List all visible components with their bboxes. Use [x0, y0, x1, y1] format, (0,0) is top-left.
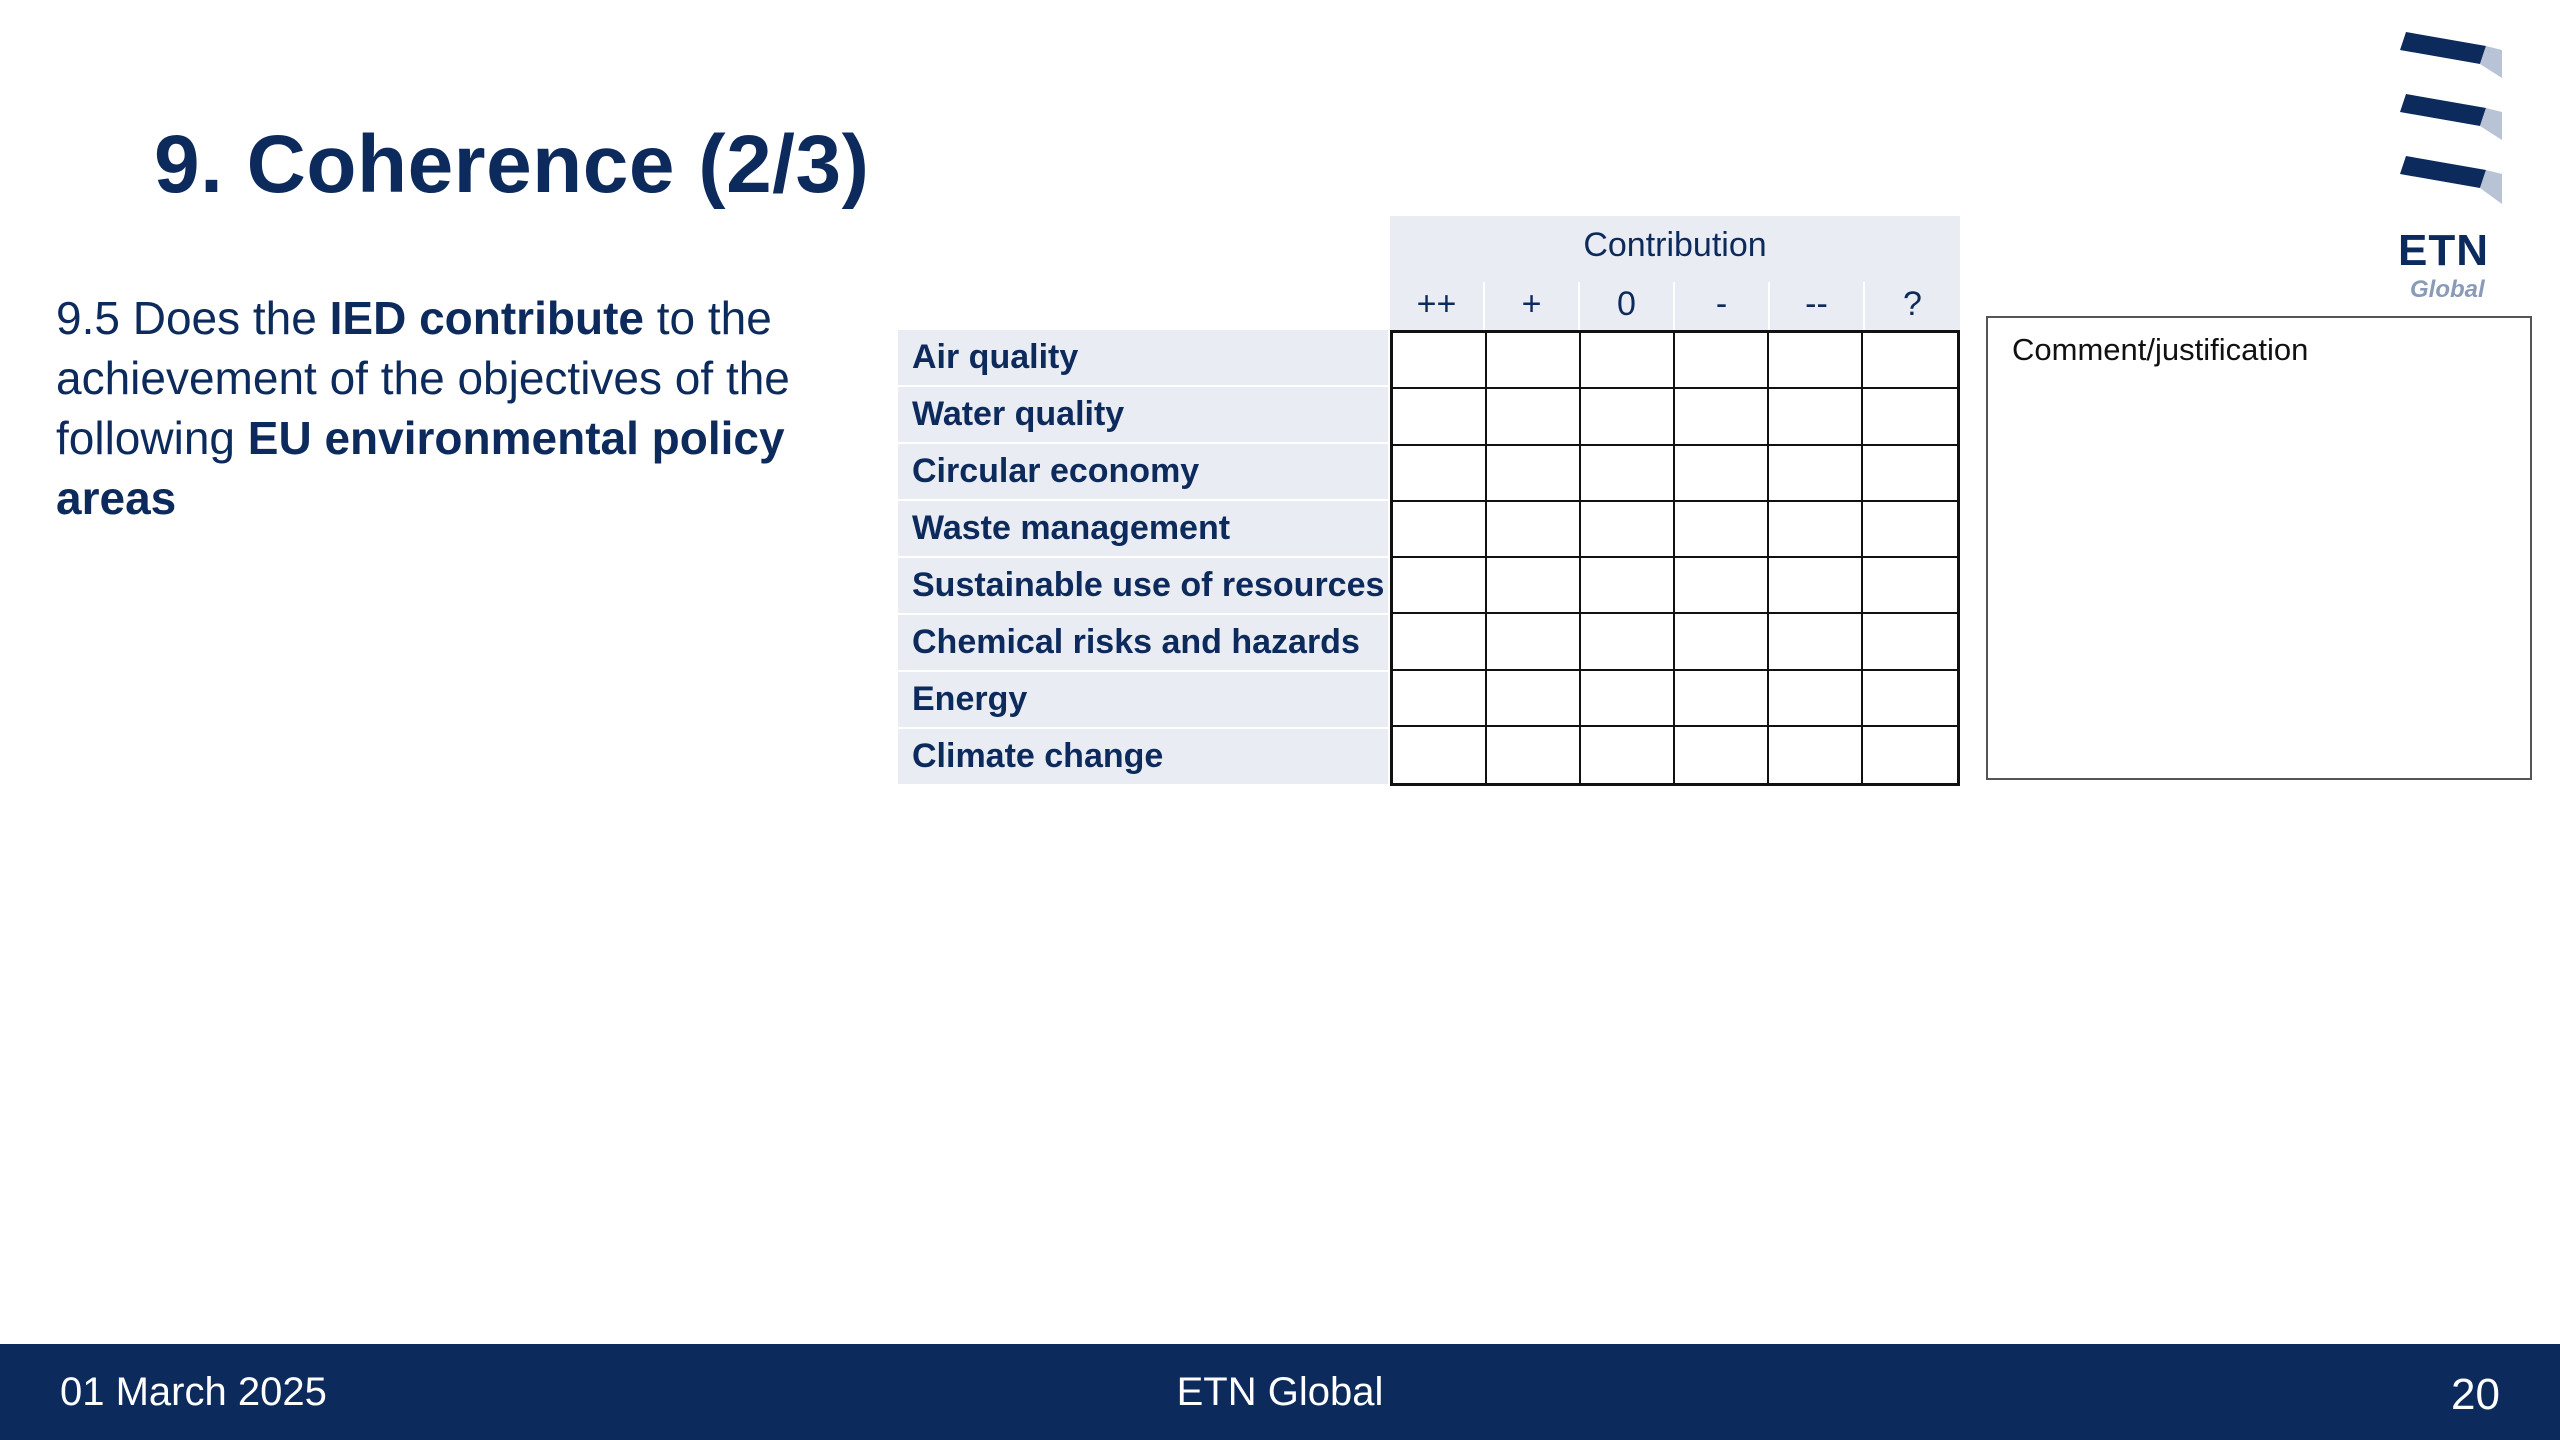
rating-cell[interactable] — [1675, 502, 1769, 558]
rating-cell[interactable] — [1393, 671, 1487, 727]
column-header: ++ — [1390, 282, 1485, 330]
rating-cell[interactable] — [1487, 558, 1581, 614]
rating-cell[interactable] — [1393, 389, 1487, 445]
column-header: -- — [1770, 282, 1865, 330]
contribution-title: Contribution — [1583, 226, 1767, 264]
footer-org: ETN Global — [1176, 1370, 1384, 1414]
row-label: Waste management — [898, 501, 1388, 556]
rating-cell[interactable] — [1863, 671, 1957, 727]
rating-cell[interactable] — [1675, 614, 1769, 670]
row-label: Chemical risks and hazards — [898, 615, 1388, 670]
rating-cell[interactable] — [1393, 614, 1487, 670]
rating-cell[interactable] — [1769, 389, 1863, 445]
rating-cell[interactable] — [1581, 614, 1675, 670]
rating-cell[interactable] — [1393, 502, 1487, 558]
contribution-header — [1390, 216, 1960, 330]
question-part-1: 9.5 Does the — [56, 292, 330, 344]
rating-cell[interactable] — [1393, 558, 1487, 614]
rating-cell[interactable] — [1487, 671, 1581, 727]
rating-grid — [1390, 330, 1960, 786]
question-bold-2: EU environmental policy areas — [56, 412, 785, 524]
rating-cell[interactable] — [1487, 502, 1581, 558]
rating-cell[interactable] — [1581, 389, 1675, 445]
logo-sub: Global — [2410, 276, 2485, 303]
rating-cell[interactable] — [1863, 558, 1957, 614]
rating-cell[interactable] — [1863, 389, 1957, 445]
rating-cell[interactable] — [1675, 558, 1769, 614]
rating-cell[interactable] — [1581, 333, 1675, 389]
rating-cell[interactable] — [1675, 389, 1769, 445]
rating-cell[interactable] — [1769, 446, 1863, 502]
rating-cell[interactable] — [1393, 727, 1487, 783]
rating-cell[interactable] — [1863, 333, 1957, 389]
rating-cell[interactable] — [1769, 502, 1863, 558]
rating-cell[interactable] — [1581, 671, 1675, 727]
rating-cell[interactable] — [1675, 446, 1769, 502]
slide-title: 9. Coherence (2/3) — [154, 119, 870, 210]
row-label: Air quality — [898, 330, 1388, 385]
page-number: 20 — [2451, 1370, 2500, 1419]
rating-cell[interactable] — [1769, 727, 1863, 783]
footer-date: 01 March 2025 — [60, 1370, 327, 1414]
footer-bar — [0, 1344, 2560, 1440]
rating-cell[interactable] — [1675, 727, 1769, 783]
column-header: ? — [1903, 285, 1922, 323]
rating-cell[interactable] — [1863, 446, 1957, 502]
rating-cell[interactable] — [1863, 502, 1957, 558]
rating-cell[interactable] — [1393, 446, 1487, 502]
rating-cell[interactable] — [1769, 558, 1863, 614]
rating-cell[interactable] — [1769, 671, 1863, 727]
row-label: Sustainable use of resources — [898, 558, 1388, 613]
rating-cell[interactable] — [1487, 614, 1581, 670]
column-header: + — [1485, 282, 1580, 330]
column-header-row — [1390, 282, 1960, 330]
rating-cell[interactable] — [1769, 333, 1863, 389]
rating-cell[interactable] — [1487, 727, 1581, 783]
question-text — [56, 288, 876, 528]
logo-name: ETN — [2398, 226, 2489, 275]
comment-box[interactable] — [1986, 316, 2532, 780]
rating-cell[interactable] — [1581, 558, 1675, 614]
rating-cell[interactable] — [1487, 333, 1581, 389]
rating-cell[interactable] — [1581, 446, 1675, 502]
rating-cell[interactable] — [1487, 389, 1581, 445]
rating-cell[interactable] — [1581, 727, 1675, 783]
rating-cell[interactable] — [1863, 727, 1957, 783]
row-label: Circular economy — [898, 444, 1388, 499]
column-header: - — [1675, 282, 1770, 330]
rating-cell[interactable] — [1393, 333, 1487, 389]
row-label: Energy — [898, 672, 1388, 727]
row-label: Climate change — [898, 729, 1388, 784]
row-label: Water quality — [898, 387, 1388, 442]
question-bold-1: IED contribute — [329, 292, 644, 344]
rating-cell[interactable] — [1863, 614, 1957, 670]
policy-area-list — [898, 330, 1388, 786]
rating-cell[interactable] — [1675, 671, 1769, 727]
comment-label: Comment/justification — [2012, 332, 2309, 367]
rating-cell[interactable] — [1769, 614, 1863, 670]
question-part-2: to the achievement of the objectives of the following — [56, 292, 790, 464]
column-header: 0 — [1580, 282, 1675, 330]
rating-cell[interactable] — [1675, 333, 1769, 389]
rating-cell[interactable] — [1487, 446, 1581, 502]
rating-cell[interactable] — [1581, 502, 1675, 558]
